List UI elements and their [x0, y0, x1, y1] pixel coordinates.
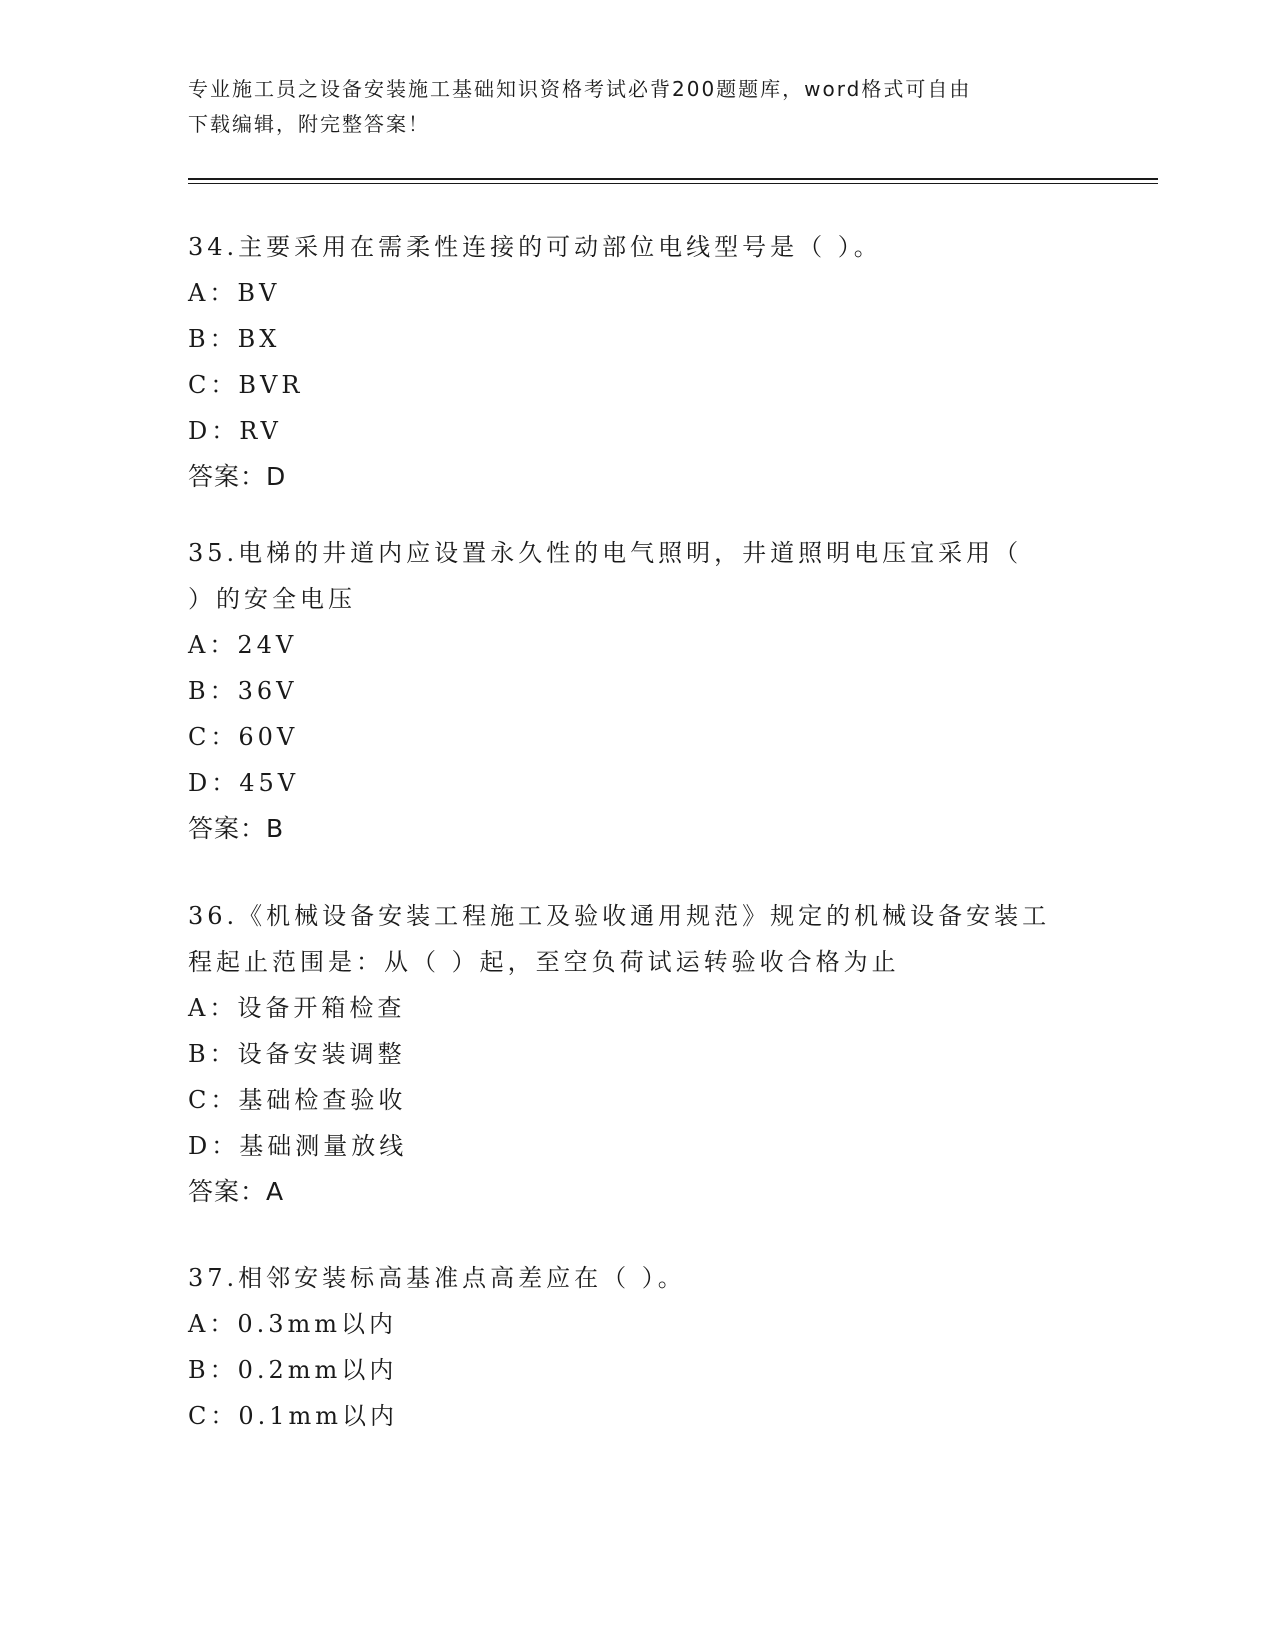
option-a: A：0.3mm以内: [188, 1310, 398, 1338]
question-stem: 34.主要采用在需柔性连接的可动部位电线型号是（ ）。: [188, 233, 882, 261]
option-b: B：36V: [188, 677, 298, 705]
document-header: [188, 72, 1088, 142]
question-stem-line-2: 程起止范围是：从（ ）起，至空负荷试运转验收合格为止: [188, 948, 900, 976]
option-b: B：设备安装调整: [188, 1040, 406, 1068]
option-a: A：设备开箱检查: [188, 994, 406, 1022]
option-b: B：0.2mm以内: [188, 1356, 398, 1384]
question-35: [188, 530, 1088, 852]
option-a: A：24V: [188, 631, 298, 659]
option-c: C：60V: [188, 723, 299, 751]
option-c: C：BVR: [188, 371, 304, 399]
header-line-2: 下载编辑，附完整答案！: [188, 112, 430, 136]
question-36: [188, 893, 1088, 1215]
answer-label: 答案：D: [188, 462, 287, 491]
option-b: B：BX: [188, 325, 281, 353]
answer-label: 答案：A: [188, 1177, 285, 1206]
question-stem: 37.相邻安装标高基准点高差应在（ ）。: [188, 1264, 686, 1292]
question-34: [188, 224, 1088, 500]
question-37: [188, 1255, 1088, 1439]
question-stem-line-1: 36.《机械设备安装工程施工及验收通用规范》规定的机械设备安装工: [188, 902, 1051, 930]
question-stem-line-1: 35.电梯的井道内应设置永久性的电气照明，井道照明电压宜采用（: [188, 539, 1023, 567]
option-c: C：0.1mm以内: [188, 1402, 399, 1430]
option-d: D：RV: [188, 417, 282, 445]
question-stem-line-2: ）的安全电压: [188, 585, 356, 613]
option-c: C：基础检查验收: [188, 1086, 407, 1114]
header-divider-thin: [188, 183, 1158, 184]
answer-label: 答案：B: [188, 814, 285, 843]
option-d: D：基础测量放线: [188, 1132, 408, 1160]
header-line-1: 专业施工员之设备安装施工基础知识资格考试必背200题题库，word格式可自由: [188, 77, 972, 101]
header-divider-thick: [188, 178, 1158, 180]
option-a: A：BV: [188, 279, 281, 307]
option-d: D：45V: [188, 769, 300, 797]
